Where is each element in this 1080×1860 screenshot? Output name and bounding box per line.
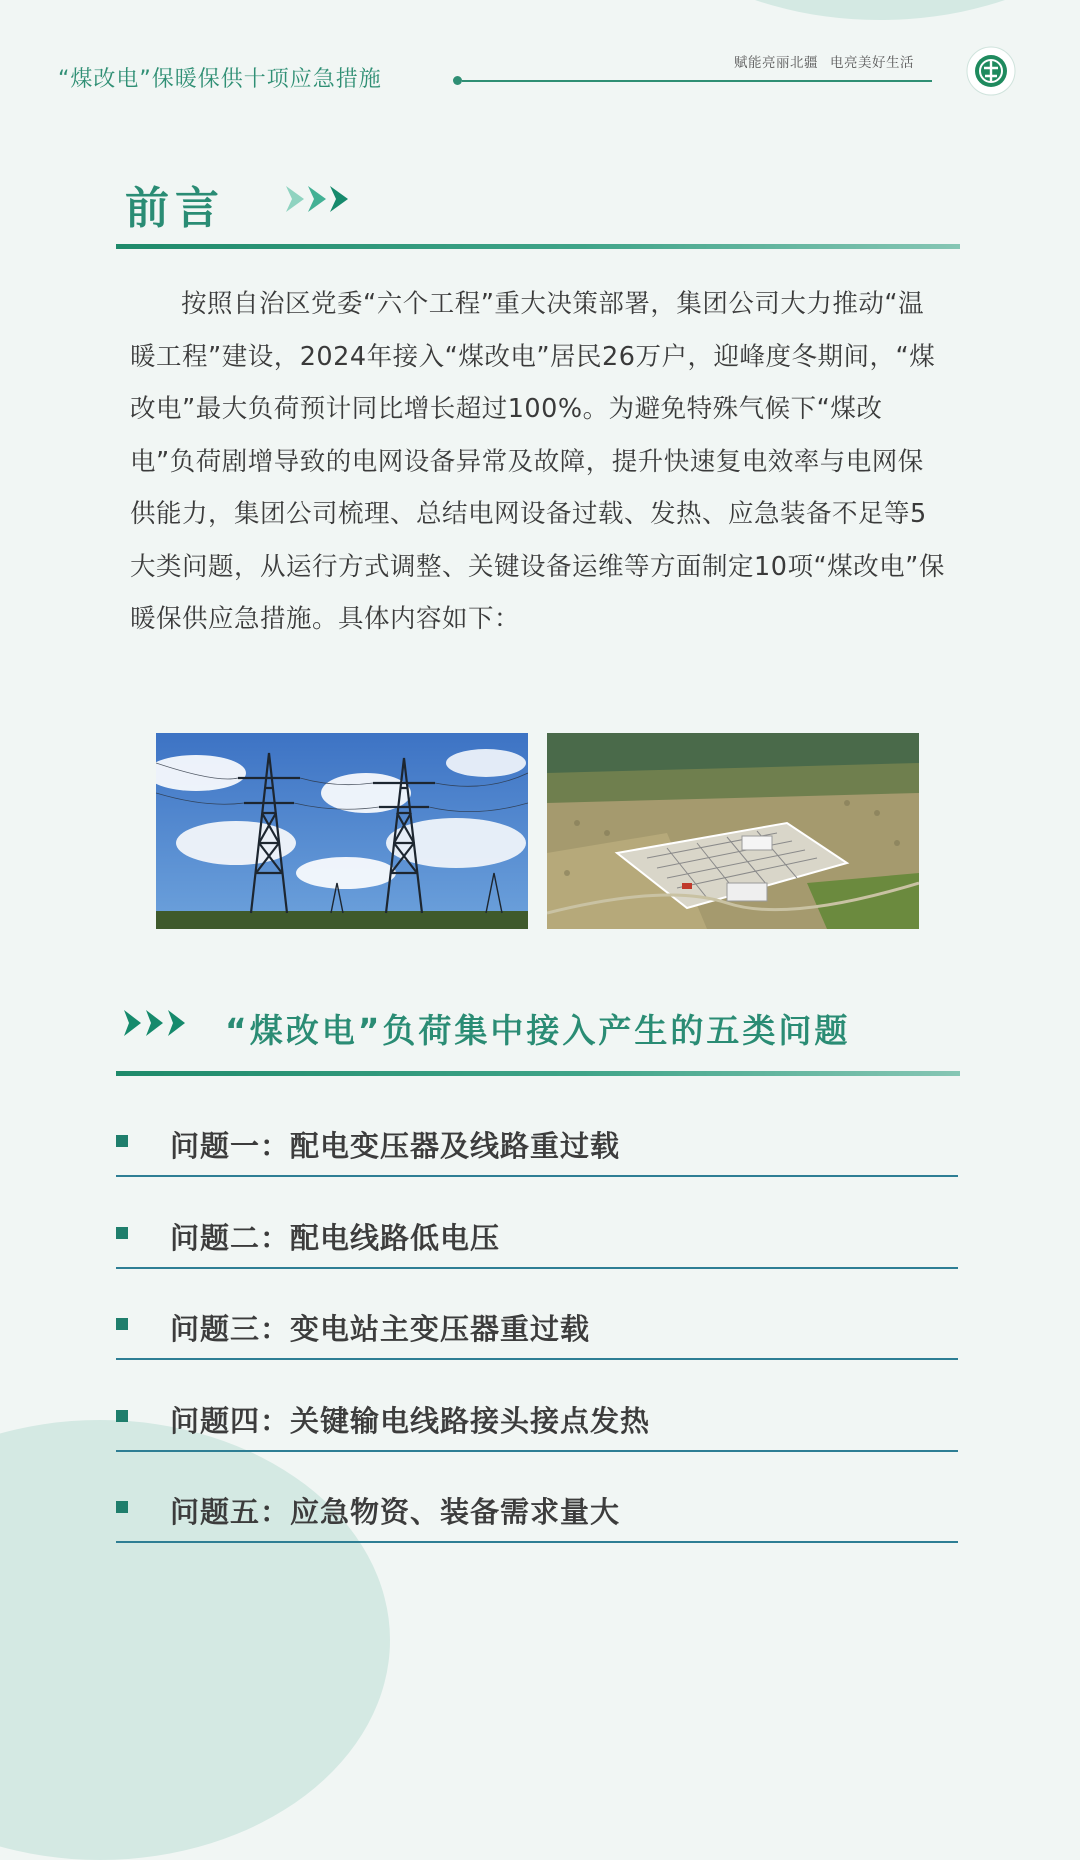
square-bullet-icon [116,1135,128,1147]
problem-label: 问题二：配电线路低电压 [170,1221,501,1255]
header-slogan [734,51,914,71]
header-dot [453,76,462,85]
list-item [116,1216,958,1284]
company-logo-icon [966,46,1016,96]
chevron-arrows-icon [286,184,362,218]
item-divider [116,1175,958,1177]
background-blob-top [600,0,1080,20]
slogan-right: 电亮美好生活 [830,55,914,71]
header-divider [462,80,932,82]
section-heading: “煤改电”负荷集中接入产生的五类问题 [225,1011,851,1050]
background-blob-bottom [0,1420,390,1860]
list-item [116,1124,958,1192]
transmission-towers-photo [156,733,528,929]
square-bullet-icon [116,1318,128,1330]
preface-heading: 前言 [125,183,225,234]
preface-divider [116,244,960,249]
square-bullet-icon [116,1501,128,1513]
header-title: “煤改电”保暖保供十项应急措施 [58,67,382,92]
slogan-left: 赋能亮丽北疆 [734,55,818,71]
substation-aerial-photo [547,733,919,929]
item-divider [116,1541,958,1543]
item-divider [116,1267,958,1269]
square-bullet-icon [116,1410,128,1422]
item-divider [116,1450,958,1452]
list-item [116,1399,958,1467]
preface-body: 按照自治区党委“六个工程”重大决策部署，集团公司大力推动“温暖工程”建设，2024年接入“煤改电”居民26万户，迎峰度冬期间，“煤改电”最大负荷预计同比增长超过100%。为避免特殊气候下“煤改电”负荷剧增导致的电网设备异常及故障，提升快速复电效率与电网保供能力，集团公司梳理、总结电网设备过载、发热、应急装备不足等5大类问题，从运行方式调整、关键设备运维等方面制定10项“煤改电”保暖保供应急措施。具体内容如下： [130,289,945,634]
chevron-arrows-icon [124,1009,198,1041]
problem-label: 问题一：配电变压器及线路重过载 [170,1129,621,1163]
square-bullet-icon [116,1227,128,1239]
problem-label: 问题五：应急物资、装备需求量大 [170,1495,621,1529]
list-item [116,1490,958,1558]
section-divider [116,1071,960,1076]
problem-label: 问题三：变电站主变压器重过载 [170,1312,591,1346]
item-divider [116,1358,958,1360]
problem-label: 问题四：关键输电线路接头接点发热 [170,1404,651,1438]
list-item [116,1307,958,1375]
